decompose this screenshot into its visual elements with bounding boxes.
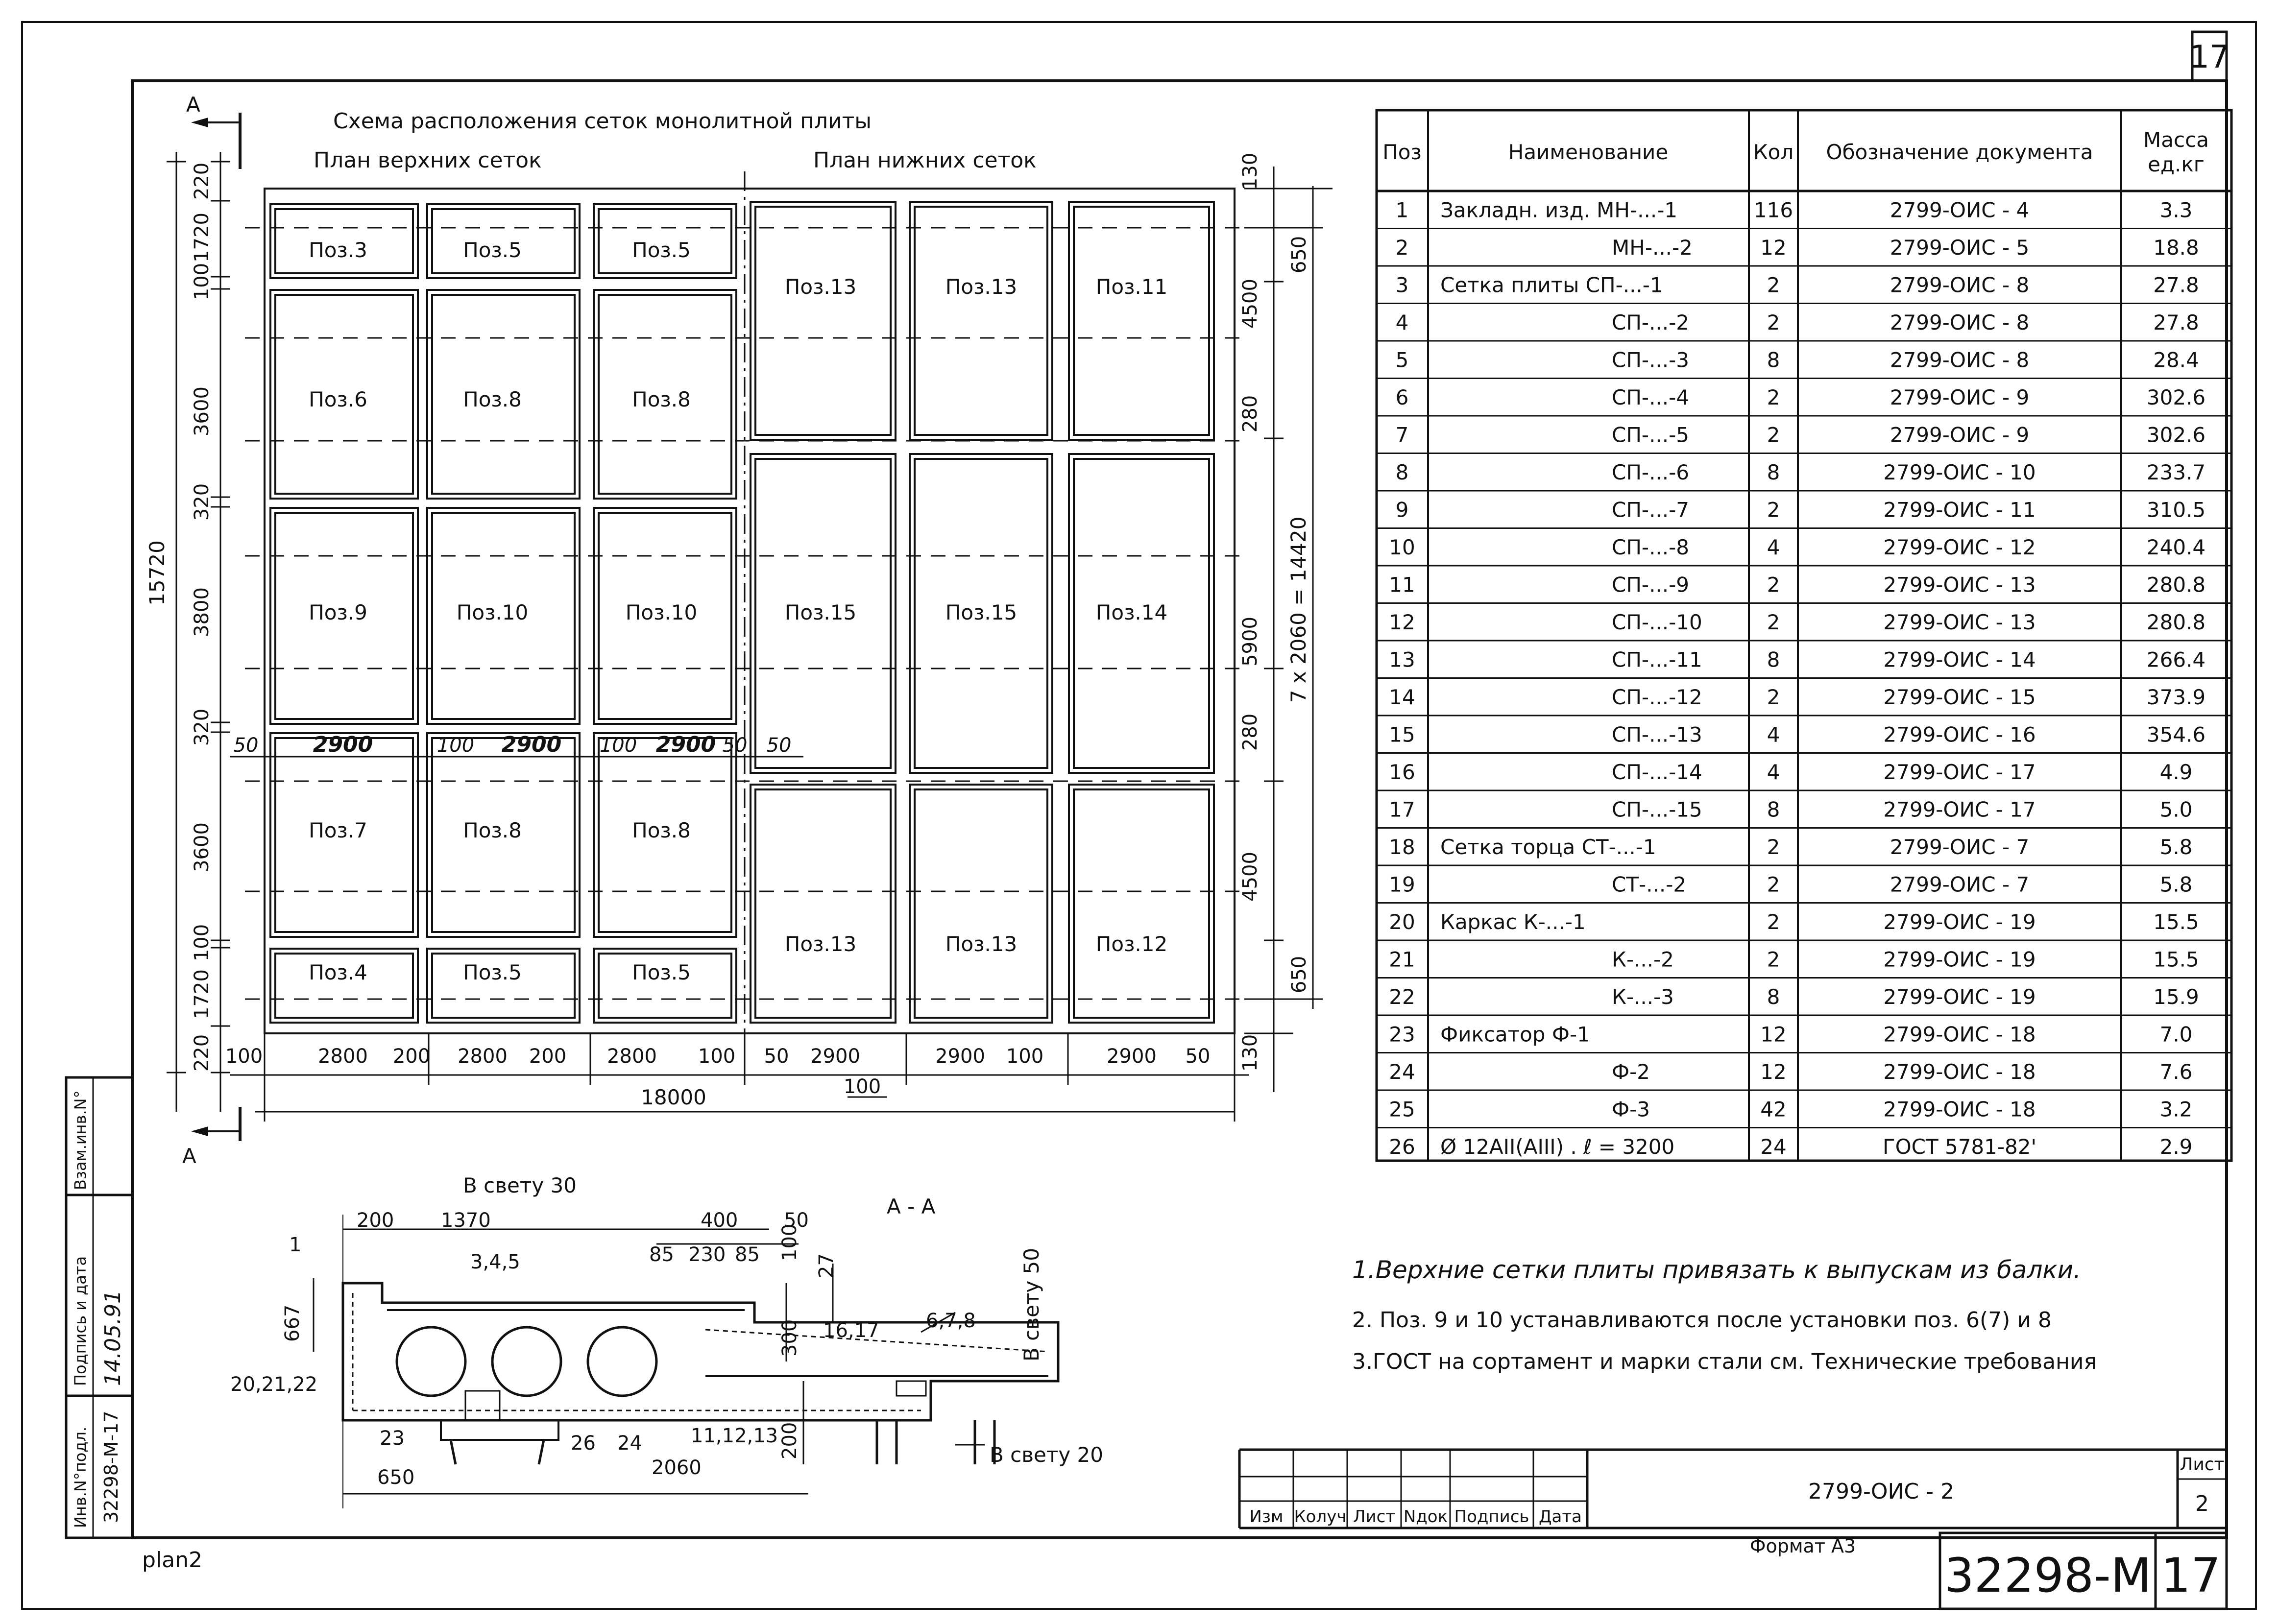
note-2: 2. Поз. 9 и 10 устанавливаются после установки поз. 6(7) и 8: [1352, 1308, 2052, 1333]
spec-qty: 8: [1767, 647, 1780, 672]
dim-right: 130: [1239, 152, 1261, 191]
footer-label: plan2: [142, 1548, 202, 1573]
spec-qty: 2: [1767, 423, 1780, 447]
sheet-value: 2: [2195, 1491, 2209, 1516]
spec-qty: 4: [1767, 760, 1780, 785]
dim-bottom: 2900: [810, 1045, 860, 1068]
section-label: 400: [701, 1209, 738, 1232]
section-arrow-top: [186, 93, 240, 169]
dim-bottom: 2900: [935, 1045, 985, 1068]
spec-mass: 3.3: [2159, 198, 2193, 222]
section-label: 50: [784, 1209, 809, 1232]
dim-mid: 2900: [313, 732, 373, 757]
spec-name: Сетка плиты СП-...-1: [1440, 273, 1663, 297]
slab-plan: [245, 171, 1244, 1058]
bottom-net-inner: [1074, 789, 1209, 1018]
dim-bottom: 100: [225, 1045, 263, 1068]
plan-title: Схема расположения сеток монолитной плиты: [333, 109, 872, 134]
section-label: 24: [617, 1432, 642, 1455]
spec-name: СП-...-12: [1612, 685, 1702, 710]
spec-doc: 2799-ОИС - 18: [1883, 1060, 2036, 1084]
dim-gap: 100: [843, 1075, 881, 1098]
bottom-net-inner: [755, 207, 891, 435]
dim-left: 100: [191, 263, 213, 301]
spec-name: СП-...-3: [1612, 348, 1689, 372]
dim-left: 220: [191, 162, 213, 200]
section-label: 230: [688, 1243, 726, 1266]
section-label: 650: [377, 1466, 415, 1489]
spec-pos: 12: [1389, 610, 1415, 635]
spec-qty: 2: [1767, 835, 1780, 860]
spec-mass: 5.0: [2159, 797, 2193, 822]
top-net-label: Поз.5: [632, 238, 691, 262]
spec-qty: 8: [1767, 348, 1780, 372]
spec-pos: 5: [1395, 348, 1409, 372]
dim-bottom: 200: [392, 1045, 431, 1068]
title-col: Колуч: [1294, 1507, 1347, 1527]
spec-qty: 4: [1767, 722, 1780, 747]
spec-doc: 2799-ОИС - 11: [1883, 498, 2036, 522]
spec-name: Ф-2: [1612, 1060, 1650, 1084]
spec-qty: 116: [1753, 198, 1793, 222]
dim-bottom: 2800: [318, 1045, 368, 1068]
spec-pos: 26: [1389, 1135, 1415, 1159]
spec-doc: 2799-ОИС - 12: [1883, 535, 2036, 560]
section-label: 1370: [441, 1209, 491, 1232]
spec-name: СТ-...-2: [1612, 872, 1687, 897]
spec-doc: 2799-ОИС - 4: [1890, 198, 2030, 222]
spec-header: ед.кг: [2148, 152, 2205, 176]
spec-pos: 22: [1389, 985, 1415, 1009]
spec-qty: 42: [1760, 1097, 1787, 1122]
spec-mass: 280.8: [2146, 573, 2206, 597]
archive-sheet: 17: [2160, 1548, 2221, 1603]
dim-right: 4500: [1239, 852, 1261, 902]
sign-value: 14.05.91: [100, 1290, 125, 1386]
section-label: 200: [357, 1209, 394, 1232]
spec-name: Фиксатор Ф-1: [1440, 1022, 1590, 1047]
section-label: 85: [649, 1243, 674, 1266]
section-label: 300: [778, 1319, 801, 1357]
spec-qty: 2: [1767, 610, 1780, 635]
spec-mass: 2.9: [2159, 1135, 2193, 1159]
top-net-label: Поз.8: [632, 387, 691, 411]
document-code: 2799-ОИС - 2: [1808, 1479, 1954, 1504]
spec-pos: 21: [1389, 947, 1415, 972]
spec-header: Поз: [1382, 140, 1422, 164]
top-net-label: Поз.6: [309, 387, 367, 411]
spec-doc: 2799-ОИС - 17: [1883, 760, 2036, 785]
section-label: 20,21,22: [230, 1373, 318, 1396]
dim-mid: 100: [436, 734, 475, 757]
spec-name: СП-...-15: [1612, 797, 1702, 822]
spec-doc: 2799-ОИС - 17: [1883, 797, 2036, 822]
spec-doc: 2799-ОИС - 13: [1883, 610, 2036, 635]
title-col: Подпись: [1454, 1507, 1529, 1527]
spec-name: СП-...-13: [1612, 722, 1702, 747]
section-mark-bottom: А: [182, 1144, 196, 1168]
spec-name: СП-...-14: [1612, 760, 1702, 785]
spec-pos: 14: [1389, 685, 1415, 710]
dim-right: 650: [1288, 955, 1310, 994]
spec-mass: 15.5: [2153, 947, 2199, 972]
dim-right: 4500: [1239, 279, 1261, 329]
spec-mass: 240.4: [2146, 535, 2206, 560]
title-col: Изм: [1249, 1507, 1284, 1527]
top-net-label: Поз.3: [309, 238, 367, 262]
spec-name: Сетка торца СТ-...-1: [1440, 835, 1656, 860]
spec-name: СП-...-2: [1612, 310, 1689, 335]
dim-total-left: 15720: [145, 540, 169, 606]
spec-qty: 4: [1767, 535, 1780, 560]
bottom-net-label: Поз.15: [784, 600, 857, 624]
spec-pos: 17: [1389, 797, 1415, 822]
section-label: 11,12,13: [691, 1425, 778, 1447]
top-net-label: Поз.10: [456, 600, 529, 624]
dim-bottom: 100: [1006, 1045, 1044, 1068]
spec-pos: 19: [1389, 872, 1415, 897]
dim-bottom: 2800: [607, 1045, 657, 1068]
spec-pos: 20: [1389, 910, 1415, 934]
spec-name: СП-...-4: [1612, 385, 1689, 410]
bottom-net-outer: [910, 785, 1052, 1023]
spec-doc: 2799-ОИС - 16: [1883, 722, 2036, 747]
section-label: 3,4,5: [470, 1251, 520, 1273]
spec-mass: 310.5: [2146, 498, 2206, 522]
spec-doc: 2799-ОИС - 14: [1883, 647, 2036, 672]
top-net-label: Поз.5: [463, 238, 522, 262]
spec-pos: 8: [1395, 460, 1409, 485]
archive-number: 32298-М: [1944, 1548, 2152, 1603]
section-arrow-bottom: [182, 1107, 240, 1168]
section-label: 23: [380, 1427, 405, 1450]
bottom-net-label: Поз.14: [1095, 600, 1168, 624]
spec-name: СП-...-5: [1612, 423, 1689, 447]
section-label: В свету 50: [1019, 1248, 1043, 1361]
right-dimensions: [1239, 153, 1333, 1092]
dim-mid: 50: [233, 734, 259, 757]
spec-doc: 2799-ОИС - 19: [1883, 947, 2036, 972]
dim-left: 100: [191, 924, 213, 962]
spec-qty: 2: [1767, 385, 1780, 410]
top-net-outer: [427, 949, 580, 1023]
spec-mass: 5.8: [2159, 872, 2193, 897]
inv-value: 32298-М-17: [100, 1410, 122, 1523]
bottom-net-inner: [1074, 207, 1209, 435]
spec-pos: 9: [1395, 498, 1409, 522]
bottom-net-outer: [1069, 202, 1214, 440]
bottom-net-label: Поз.13: [945, 932, 1018, 956]
dim-mid: 2900: [501, 732, 562, 757]
section-label: 26: [571, 1432, 596, 1455]
spec-pos: 13: [1389, 647, 1415, 672]
note-3: 3.ГОСТ на сортамент и марки стали см. Технические требования: [1352, 1349, 2097, 1374]
spec-pos: 16: [1389, 760, 1415, 785]
bottom-net-outer: [751, 202, 896, 440]
spec-header: Кол: [1753, 140, 1794, 164]
spec-mass: 302.6: [2146, 385, 2206, 410]
sheet-number: 17: [2189, 39, 2230, 75]
dim-mid: 50: [766, 734, 792, 757]
top-plan-title: План верхних сеток: [314, 148, 542, 173]
spec-doc: 2799-ОИС - 15: [1883, 685, 2036, 710]
dim-right: 280: [1239, 713, 1261, 751]
specification-table: [1377, 110, 2231, 1161]
vzam-label: Взам.инв.N°: [71, 1090, 90, 1190]
spec-doc: 2799-ОИС - 9: [1890, 423, 2030, 447]
spec-doc: 2799-ОИС - 19: [1883, 985, 2036, 1009]
spec-pos: 11: [1389, 573, 1415, 597]
title-col: Nдок: [1403, 1507, 1448, 1527]
spec-doc: 2799-ОИС - 18: [1883, 1022, 2036, 1047]
spec-qty: 2: [1767, 273, 1780, 297]
spec-doc: 2799-ОИС - 7: [1890, 872, 2030, 897]
section-label: 85: [735, 1243, 760, 1266]
spec-doc: 2799-ОИС - 13: [1883, 573, 2036, 597]
dim-mid: 100: [599, 734, 637, 757]
dim-left: 320: [191, 483, 213, 521]
dim-bottom: 2900: [1107, 1045, 1157, 1068]
spec-doc: 2799-ОИС - 7: [1890, 835, 2030, 860]
dim-right-formula: 7 x 2060 = 14420: [1286, 516, 1310, 703]
bottom-net-outer: [910, 202, 1052, 440]
dim-right: 650: [1288, 236, 1310, 274]
dim-left: 3600: [191, 386, 213, 436]
spec-qty: 8: [1767, 797, 1780, 822]
spec-mass: 4.9: [2159, 760, 2193, 785]
spec-mass: 15.9: [2153, 985, 2199, 1009]
dim-bottom: 2800: [458, 1045, 508, 1068]
spec-mass: 15.5: [2153, 910, 2199, 934]
dim-right: 130: [1239, 1034, 1261, 1072]
dim-left: 1720: [191, 213, 213, 263]
bottom-net-inner: [915, 207, 1047, 435]
spec-mass: 7.6: [2159, 1060, 2193, 1084]
spec-pos: 23: [1389, 1022, 1415, 1047]
section-label: В свету 20: [990, 1443, 1103, 1467]
bottom-dimensions: [225, 1033, 1249, 1122]
top-net-label: Поз.10: [625, 600, 698, 624]
spec-qty: 2: [1767, 947, 1780, 972]
format-label: Формат А3: [1749, 1535, 1856, 1557]
spec-name: СП-...-9: [1612, 573, 1689, 597]
spec-qty: 2: [1767, 310, 1780, 335]
spec-mass: 5.8: [2159, 835, 2193, 860]
spec-mass: 3.2: [2159, 1097, 2193, 1122]
spec-doc: 2799-ОИС - 8: [1890, 310, 2030, 335]
bottom-net-label: Поз.11: [1095, 275, 1168, 299]
dim-total-bottom: 18000: [641, 1085, 706, 1109]
top-net-outer: [594, 949, 736, 1023]
bottom-net-label: Поз.12: [1095, 932, 1168, 956]
top-net-label: Поз.5: [463, 960, 522, 984]
title-col: Лист: [1353, 1507, 1396, 1527]
spec-mass: 373.9: [2146, 685, 2206, 710]
spec-pos: 1: [1395, 198, 1409, 222]
bottom-net-outer: [751, 785, 896, 1023]
spec-mass: 7.0: [2159, 1022, 2193, 1047]
section-label: 100: [778, 1223, 801, 1261]
bottom-net-label: Поз.15: [945, 600, 1018, 624]
spec-doc: 2799-ОИС - 19: [1883, 910, 2036, 934]
spec-qty: 24: [1760, 1135, 1787, 1159]
dim-bottom: 100: [698, 1045, 736, 1068]
bottom-net-outer: [1069, 785, 1214, 1023]
spec-name: МН-...-2: [1612, 236, 1693, 260]
spec-doc: 2799-ОИС - 8: [1890, 273, 2030, 297]
bottom-net-inner: [755, 789, 891, 1018]
inv-label: Инв.N°подл.: [71, 1426, 90, 1528]
dim-right: 5900: [1239, 617, 1261, 667]
spec-doc: 2799-ОИС - 10: [1883, 460, 2036, 485]
dim-left: 220: [191, 1034, 213, 1072]
spec-header: Масса: [2143, 128, 2209, 152]
spec-qty: 12: [1760, 1022, 1787, 1047]
dim-bottom: 50: [764, 1045, 789, 1068]
spec-qty: 8: [1767, 985, 1780, 1009]
top-net-label: Поз.8: [632, 818, 691, 842]
spec-name: СП-...-8: [1612, 535, 1689, 560]
dim-mid: 2900: [655, 732, 716, 757]
spec-header: Наименование: [1508, 140, 1669, 164]
spec-qty: 2: [1767, 498, 1780, 522]
top-net-outer: [270, 949, 418, 1023]
spec-pos: 4: [1395, 310, 1409, 335]
top-net-label: Поз.5: [632, 960, 691, 984]
note-1: 1.Верхние сетки плиты привязать к выпускам из балки.: [1352, 1256, 2081, 1284]
spec-name: СП-...-10: [1612, 610, 1702, 635]
section-label: 1: [289, 1234, 302, 1256]
section-label: 200: [778, 1422, 801, 1459]
section-label: 16,17: [823, 1319, 879, 1342]
bottom-net-label: Поз.13: [945, 275, 1018, 299]
spec-name: Ø 12AII(AIII) . ℓ = 3200: [1440, 1135, 1675, 1159]
dim-right: 280: [1239, 395, 1261, 433]
dim-left: 320: [191, 708, 213, 746]
spec-name: СП-...-6: [1612, 460, 1689, 485]
dim-bottom: 50: [1185, 1045, 1211, 1068]
mid-row-dimensions: [230, 732, 803, 757]
bottom-plan-title: План нижних сеток: [813, 148, 1037, 173]
sheet-label: Лист: [2180, 1455, 2225, 1475]
spec-doc: 2799-ОИС - 9: [1890, 385, 2030, 410]
spec-mass: 18.8: [2153, 236, 2199, 260]
spec-qty: 2: [1767, 685, 1780, 710]
spec-qty: 8: [1767, 460, 1780, 485]
dim-mid: 50: [722, 734, 748, 757]
spec-pos: 3: [1395, 273, 1409, 297]
bottom-net-label: Поз.13: [784, 932, 857, 956]
spec-pos: 10: [1389, 535, 1415, 560]
spec-mass: 266.4: [2146, 647, 2206, 672]
section-title: А - А: [887, 1194, 936, 1218]
spec-pos: 18: [1389, 835, 1415, 860]
top-net-label: Поз.4: [309, 960, 367, 984]
spec-doc: 2799-ОИС - 5: [1890, 236, 2030, 260]
section-label: 2060: [652, 1457, 702, 1479]
spec-name: СП-...-7: [1612, 498, 1689, 522]
spec-qty: 2: [1767, 872, 1780, 897]
spec-pos: 25: [1389, 1097, 1415, 1122]
spec-mass: 302.6: [2146, 423, 2206, 447]
spec-qty: 12: [1760, 1060, 1787, 1084]
spec-pos: 7: [1395, 423, 1409, 447]
spec-pos: 2: [1395, 236, 1409, 260]
spec-name: Каркас К-...-1: [1440, 910, 1586, 934]
spec-doc: ГОСТ 5781-82': [1882, 1135, 2037, 1159]
bottom-net-inner: [915, 789, 1047, 1018]
left-dimensions: [145, 152, 230, 1112]
title-col: Дата: [1538, 1507, 1582, 1527]
section-label: В свету 30: [463, 1173, 577, 1197]
section-label: 6,7,8: [926, 1310, 976, 1332]
top-net-label: Поз.9: [309, 600, 367, 624]
spec-mass: 27.8: [2153, 273, 2199, 297]
top-net-label: Поз.8: [463, 387, 522, 411]
dim-bottom: 200: [529, 1045, 567, 1068]
section-label: 27: [815, 1253, 838, 1278]
spec-name: Ф-3: [1612, 1097, 1650, 1122]
spec-mass: 28.4: [2153, 348, 2199, 372]
spec-name: СП-...-11: [1612, 647, 1702, 672]
spec-mass: 354.6: [2146, 722, 2206, 747]
spec-name: К-...-3: [1612, 985, 1674, 1009]
spec-name: Закладн. изд. МН-...-1: [1440, 198, 1678, 222]
spec-qty: 12: [1760, 236, 1787, 260]
bottom-net-label: Поз.13: [784, 275, 857, 299]
section-mark-top: А: [186, 93, 200, 117]
dim-left: 3800: [191, 587, 213, 637]
spec-pos: 24: [1389, 1060, 1415, 1084]
spec-doc: 2799-ОИС - 8: [1890, 348, 2030, 372]
spec-pos: 6: [1395, 385, 1409, 410]
spec-header: Обозначение документа: [1826, 140, 2093, 164]
top-net-label: Поз.8: [463, 818, 522, 842]
spec-mass: 233.7: [2146, 460, 2206, 485]
dim-left: 1720: [191, 969, 213, 1019]
spec-mass: 280.8: [2146, 610, 2206, 635]
spec-qty: 2: [1767, 910, 1780, 934]
spec-doc: 2799-ОИС - 18: [1883, 1097, 2036, 1122]
section-label: 667: [281, 1304, 304, 1342]
sign-label: Подпись и дата: [71, 1256, 90, 1386]
spec-mass: 27.8: [2153, 310, 2199, 335]
spec-qty: 2: [1767, 573, 1780, 597]
dim-left: 3600: [191, 822, 213, 872]
spec-name: К-...-2: [1612, 947, 1674, 972]
spec-pos: 15: [1389, 722, 1415, 747]
top-net-label: Поз.7: [309, 818, 367, 842]
